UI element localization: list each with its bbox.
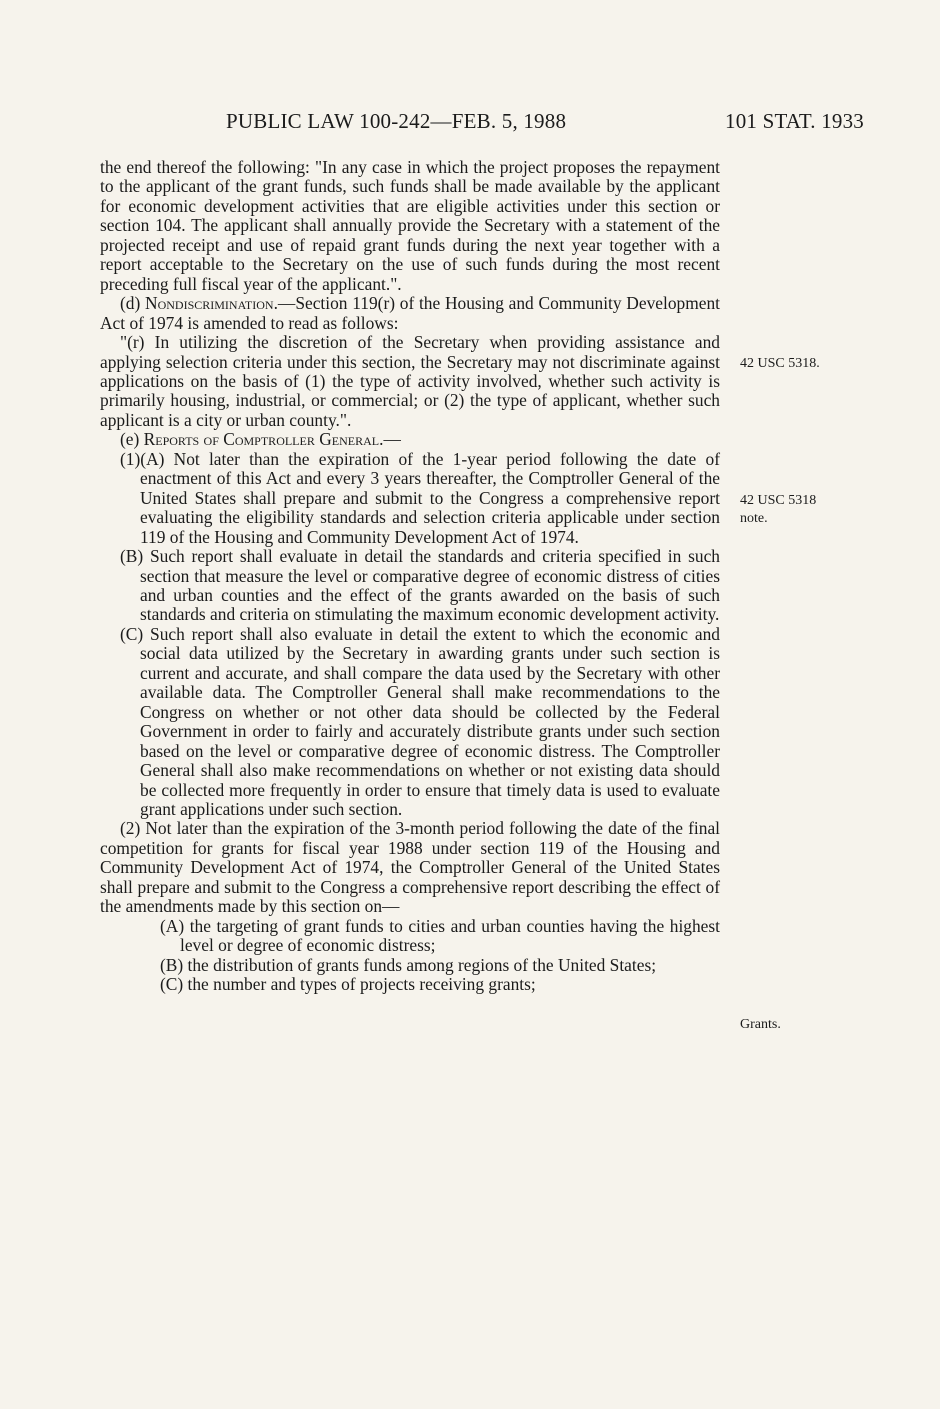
- paragraph-2B: (B) the distribution of grants funds among regions of the United States;: [160, 954, 657, 975]
- paragraph-1C: (C) Such report shall also evaluate in detail the extent to which the economic and social data utilized by the Secretary in awarding grants under such section is current and accurate, and shall compare the data used by the Secretary with other available data. The Comptroller General shall make recommendations to the Congress on whether or not other data should be collected by the Federal Government in order to fairly and accurately distribute grants under such section based on the level or comparative degree of economic distress. The Comptroller General shall also make recommendations on whether or not existing data should be collected more frequently in order to ensure that timely data is used to evaluate grant applications under such section.: [120, 623, 720, 819]
- paragraph-continuation: the end thereof the following: "In any case in which the project proposes the repayment to the applicant of the grant funds, such funds shall be made available by the applicant for economic development activities that are eligible activities under this section or section 104. The applicant shall annually provide the Secretary with a statement of the projected receipt and use of repaid grant funds during the next year together with a report acceptable to the Secretary on the use of such funds during the most recent preceding full fiscal year of the applicant.".: [100, 157, 720, 294]
- paragraph-2: (2) Not later than the expiration of the 3-month period following the date of the final competition for grants for fiscal year 1988 under section 119 of the Housing and Community Development Act of 1974, the Comptroller General of the United States shall prepare and submit to the Congress a comprehensive report describing the effect of the amendments made by this section on—: [100, 818, 720, 917]
- public-law-title: PUBLIC LAW 100-242—FEB. 5, 1988: [226, 109, 567, 133]
- subsection-d: (d) Nondiscrimination.—Section 119(r) of the Housing and Community Development Act of 1974 is amended to read as follows:: [100, 293, 720, 333]
- body-text: [100, 158, 720, 994]
- paragraph-1A: (1)(A) Not later than the expiration of the 1-year period following the date of enactment of this Act and every 3 years thereafter, the Comptroller General of the United States shall prepare and submit to the Congress a comprehensive report evaluating the eligibility standards and selection criteria applicable under section 119 of the Housing and Community Development Act of 1974.: [120, 448, 720, 547]
- statute-page-number: 101 STAT. 1933: [725, 109, 864, 133]
- margin-note-grants: Grants.: [740, 1017, 781, 1032]
- subsection-e: (e) Reports of Comptroller General.—: [120, 429, 401, 450]
- subsection-heading: Reports of Comptroller General: [143, 429, 380, 450]
- paragraph-1B: (B) Such report shall evaluate in detail the standards and criteria specified in such section that measure the level or comparative degree of economic distress of cities and urban counties and the effect of the grants awarded on the basis of such standards and criteria on stimulating the maximum economic development activity.: [120, 546, 720, 625]
- page-header: [100, 109, 864, 139]
- subsection-heading: Nondiscrimination: [145, 293, 274, 314]
- margin-note-usc-note: 42 USC 5318 note.: [740, 493, 817, 526]
- margin-note-usc: 42 USC 5318.: [740, 356, 820, 371]
- paragraph-2C: (C) the number and types of projects receiving grants;: [160, 974, 536, 995]
- paragraph-2A: (A) the targeting of grant funds to cities and urban counties having the highest level or degree of economic distress;: [160, 915, 720, 956]
- quoted-section-r: "(r) In utilizing the discretion of the Secretary when providing assistance and applying selection criteria under this section, the Secretary may not discriminate against applications on the basis of (1) the type of activity involved, whether such activity is primarily housing, industrial, or commercial; or (2) the type of applicant, whether such applicant is a city or urban county.".: [100, 332, 720, 430]
